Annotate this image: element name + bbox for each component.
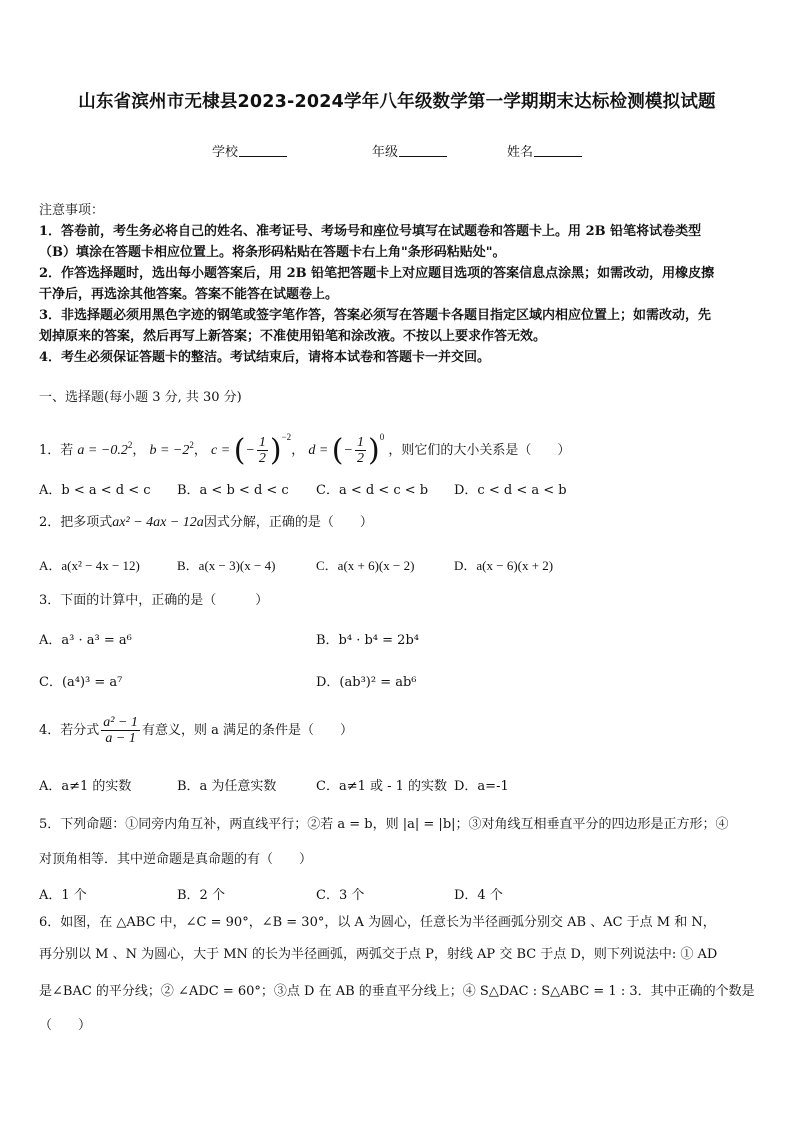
question-2-option-c[interactable]: C．a(x + 6)(x − 2) — [316, 558, 415, 573]
question-3-option-b[interactable]: B．b⁴ · b⁴ = 2b⁴ — [316, 633, 419, 648]
question-3-option-c[interactable]: C．(a⁴)³ = a⁷ — [39, 675, 123, 690]
question-4-option-a[interactable]: A．a≠1 的实数 — [39, 779, 132, 794]
notice-item-2b: 干净后，再选涂其他答案。答案不能答在试题卷上。 — [39, 287, 339, 302]
question-1-option-d[interactable]: D．c < d < a < b — [454, 483, 567, 498]
exam-title: 山东省滨州市无棣县2023-2024学年八年级数学第一学期期末达标检测模拟试题 — [78, 92, 716, 112]
question-6-line-4: （ ） — [39, 1018, 92, 1033]
question-3-option-d[interactable]: D．(ab³)² = ab⁶ — [316, 675, 417, 690]
grade-blank[interactable] — [399, 143, 447, 157]
notice-item-2a: 2．作答选择题时，选出每小题答案后，用 2B 铅笔把答题卡上对应题目选项的答案信息点涂黑；如需改动，用橡皮擦 — [39, 266, 715, 281]
question-5-option-b[interactable]: B．2 个 — [177, 888, 225, 903]
question-3-stem: 3．下面的计算中，正确的是（ ） — [39, 593, 269, 608]
notice-heading: 注意事项： — [39, 203, 105, 218]
grade-field[interactable]: 年级 — [372, 141, 447, 160]
question-4-stem: 4．若分式 $\frac{\text{a² − 1}}{a - 1}$ 有意义，则 a 满足的条件是（ ） — [39, 715, 353, 746]
question-6-line-1: 6．如图，在 △ABC 中，∠C = 90°，∠B = 30°，以 A 为圆心，任意长为半径画弧分别交 AB 、AC 于点 M 和 N， — [39, 915, 716, 930]
notice-item-3b: 划掉原来的答案，然后再写上新答案；不准使用铅笔和涂改液。不按以上要求作答无效。 — [39, 329, 547, 344]
section-heading: 一、选择题(每小题 3 分, 共 30 分) — [39, 390, 242, 405]
question-2-stem: 2．把多项式ax² − 4ax − 12a因式分解，正确的是（ ） — [39, 515, 373, 530]
name-field[interactable]: 姓名 — [507, 141, 582, 160]
question-5-line-1: 5．下列命题：①同旁内角互补，两直线平行；②若 a = b，则 |a| = |b|；③对角线互相垂直平分的四边形是正方形；④ — [39, 817, 729, 832]
question-5-option-a[interactable]: A．1 个 — [39, 888, 87, 903]
question-1-stem: 1．若 $a = -0.2^2$， $b = -2^2$， c = (− $\frac{1}{2}$ )$^{-2}$， d = (− $\frac{1}{2}$ )$^0$ ，则它们的大小关系是（ ） — [39, 432, 571, 468]
notice-item-3a: 3．非选择题必须用黑色字迹的钢笔或签字笔作答，答案必须写在答题卡各题目指定区域内相应位置上；如需改动，先 — [39, 308, 712, 323]
school-blank[interactable] — [239, 143, 287, 157]
question-2-option-b[interactable]: B．a(x − 3)(x − 4) — [177, 558, 276, 573]
question-4-option-d[interactable]: D．a=-1 — [454, 779, 509, 794]
question-6-line-3: 是∠BAC 的平分线；② ∠ADC = 60°；③点 D 在 AB 的垂直平分线上；④ S△DAC : S△ABC = 1 : 3．其中正确的个数是 — [39, 984, 755, 999]
question-6-line-2: 再分别以 M 、N 为圆心，大于 MN 的长为半径画弧，两弧交于点 P，射线 AP 交 BC 于点 D，则下列说法中: ① AD — [39, 947, 718, 962]
notice-item-1b: （B）填涂在答题卡相应位置上。将条形码粘贴在答题卡右上角"条形码粘贴处"。 — [39, 245, 506, 260]
question-1-option-a[interactable]: A．b < a < d < c — [39, 483, 151, 498]
question-5-option-d[interactable]: D．4 个 — [454, 888, 503, 903]
fraction: $\frac{\text{a² − 1}}{a - 1}$ — [103, 715, 138, 746]
notice-item-4: 4．考生必须保证答题卡的整洁。考试结束后，请将本试卷和答题卡一并交回。 — [39, 350, 491, 365]
name-blank[interactable] — [534, 143, 582, 157]
question-4-option-b[interactable]: B．a 为任意实数 — [177, 779, 277, 794]
question-1-option-b[interactable]: B．a < b < d < c — [177, 483, 289, 498]
school-field[interactable]: 学校 — [212, 141, 287, 160]
notice-item-1a: 1．答卷前，考生务必将自己的姓名、准考证号、考场号和座位号填写在试题卷和答题卡上。用 2B 铅笔将试卷类型 — [39, 224, 702, 239]
question-5-line-2: 对顶角相等．其中逆命题是真命题的有（ ） — [39, 852, 313, 867]
question-4-option-c[interactable]: C．a≠1 或 - 1 的实数 — [316, 779, 448, 794]
question-2-option-d[interactable]: D．a(x − 6)(x + 2) — [454, 558, 554, 573]
question-5-option-c[interactable]: C．3 个 — [316, 888, 365, 903]
question-2-option-a[interactable]: A．a(x² − 4x − 12) — [39, 558, 140, 573]
question-1-option-c[interactable]: C．a < d < c < b — [316, 483, 429, 498]
question-3-option-a[interactable]: A．a³ · a³ = a⁶ — [39, 633, 132, 648]
